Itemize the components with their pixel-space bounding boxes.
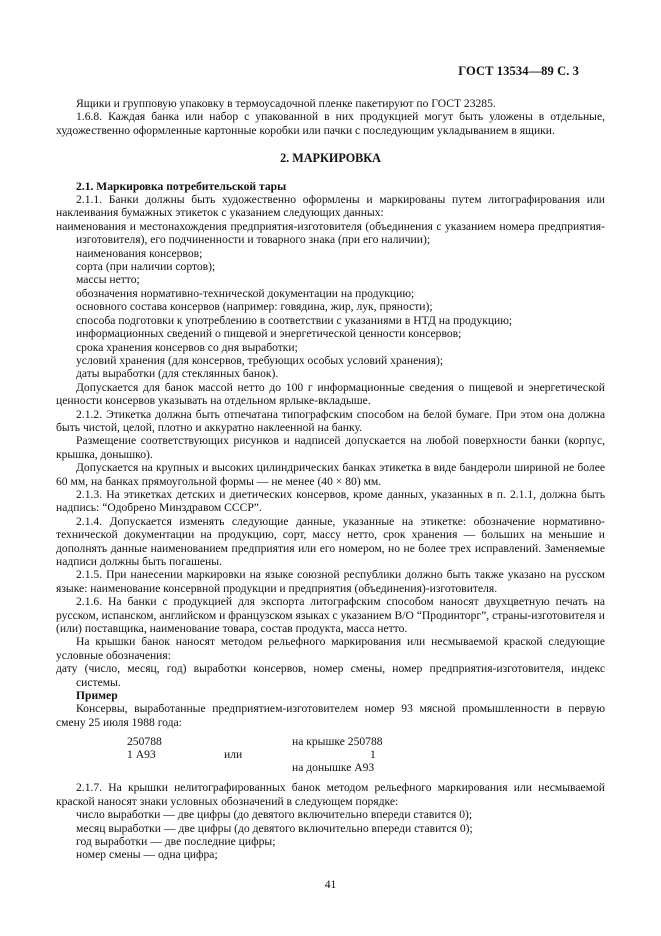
page-header: ГОСТ 13534—89 С. 3 (458, 64, 579, 78)
paragraph: даты выработки (для стеклянных банок). (76, 367, 279, 381)
example-marking-sample (56, 731, 605, 775)
paragraph: 2.1.4. Допускается изменять следующие данные, указанные на этикетке: обозначение нормативно-технической документации на продукцию, сорт, массу нетто, срок хранения — больших на меньшие и дополнять данные наименованием предприятия или его номером, но не более трех исправлений. Заменяемые надписи должны быть погашены. (56, 514, 605, 568)
sample-right-line1: на крышке 250788 (292, 735, 383, 749)
document-body (56, 97, 605, 862)
sample-left-line1: 250788 (127, 735, 162, 749)
paragraph: информационных сведений о пищевой и энергетической ценности консервов; (76, 327, 462, 341)
paragraph: массы нетто; (76, 273, 140, 287)
example-label: Пример (76, 689, 118, 703)
paragraph: Допускается для банок массой нетто до 100 г информационные сведения о пищевой и энергетической ценности консервов указывать на отдельном ярлыке-вкладыше. (56, 380, 605, 408)
paragraph: год выработки — две последние цифры; (76, 834, 276, 848)
section-title: 2. МАРКИРОВКА (280, 151, 381, 166)
paragraph: обозначения нормативно-технической документации на продукцию; (76, 286, 415, 300)
paragraph: 2.1.1. Банки должны быть художественно оформлены и маркированы путем литографирования или наклеивания бумажных этикеток с указанием следующих данных: (56, 193, 605, 220)
paragraph: сорта (при наличии сортов); (76, 260, 216, 274)
intro-paragraphs (56, 97, 605, 137)
closing-paragraphs (56, 781, 605, 861)
paragraph: дату (число, месяц, год) выработки консервов, номер смены, номер предприятия-изготовителя, индекс системы. (56, 662, 605, 689)
page-number: 41 (324, 878, 337, 891)
sample-right-line3: на донышке А93 (292, 761, 375, 775)
paragraph: наименования и местонахождения предприятия-изготовителя (объединения с указанием номера предприятия-изготовителя), его подчиненности и товарного знака (при его наличии); (56, 219, 605, 247)
paragraph: число выработки — две цифры (до девятого включительно впереди ставится 0); (76, 808, 473, 822)
paragraph: 2.1.5. При нанесении маркировки на языке союзной республики должно быть также указано на русском языке: наименование консервной продукции и предприятия (объединения)-изготовителя. (56, 568, 605, 595)
paragraph: Допускается на крупных и высоких цилиндрических банках этикетка в виде бандероли шириной не более 60 мм, на банках прямоугольной формы — не менее (40 × 80) мм. (56, 461, 605, 488)
subsection-title: 2.1. Маркировка потребительской тары (76, 179, 287, 193)
paragraph: способа подготовки к употреблению в соответствии с указаниями в НТД на продукцию; (76, 313, 513, 327)
paragraph: Размещение соответствующих рисунков и надписей допускается на любой поверхности банки (корпус, крышка, донышко). (56, 434, 605, 461)
marking-paragraphs (56, 193, 605, 689)
sample-middle: или (224, 748, 243, 762)
paragraph: номер смены — одна цифра; (76, 848, 218, 862)
paragraph: 2.1.3. На этикетках детских и диетических консервов, кроме данных, указанных в п. 2.1.1, должна быть надпись: “Одобрено Минздравом СССР”. (56, 487, 605, 515)
paragraph: месяц выработки — две цифры (до девятого включительно впереди ставится 0); (76, 821, 473, 835)
paragraph: На крышки банок наносят методом рельефного маркирования или несмываемой краской следующие условные обозначения: (56, 635, 605, 662)
paragraph: 1.6.8. Каждая банка или набор с упакованной в них продукцией могут быть уложены в отдельные, художественно оформленные картонные коробки или пачки с последующим укладыванием в ящики. (56, 110, 605, 137)
paragraph: основного состава консервов (например: говядина, жир, лук, пряности); (76, 300, 433, 314)
paragraph: 2.1.2. Этикетка должна быть отпечатана типографским способом на белой бумаге. При этом она должна быть чистой, целой, плотно и аккуратно наклеенной на банку. (56, 407, 605, 434)
paragraph: условий хранения (для консервов, требующих особых условий хранения); (76, 353, 444, 367)
paragraph: 2.1.7. На крышки нелитографированных банок методом рельефного маркирования или несмываемой краской наносят знаки условных обозначений в следующем порядке: (56, 781, 605, 808)
sample-right-line2: 1 (370, 748, 376, 762)
paragraph: наименования консервов; (76, 246, 203, 260)
paragraph: срока хранения консервов со дня выработки; (76, 340, 298, 354)
sample-left-line2: 1 А93 (127, 748, 156, 762)
example-text: Консервы, выработанные предприятием-изготовителем номер 93 мясной промышленности в первую смену 25 июля 1988 года: (56, 702, 605, 729)
paragraph: 2.1.6. На банки с продукцией для экспорта литографским способом наносят двухцветную печать на русском, испанском, английском и французском языках с указанием В/О “Продинторг”, страны-изготовителя и (или) поставщика, наименование товара, состав продукта, масса нетто. (56, 595, 605, 636)
paragraph: Ящики и групповую упаковку в термоусадочной пленке пакетируют по ГОСТ 23285. (76, 97, 496, 110)
